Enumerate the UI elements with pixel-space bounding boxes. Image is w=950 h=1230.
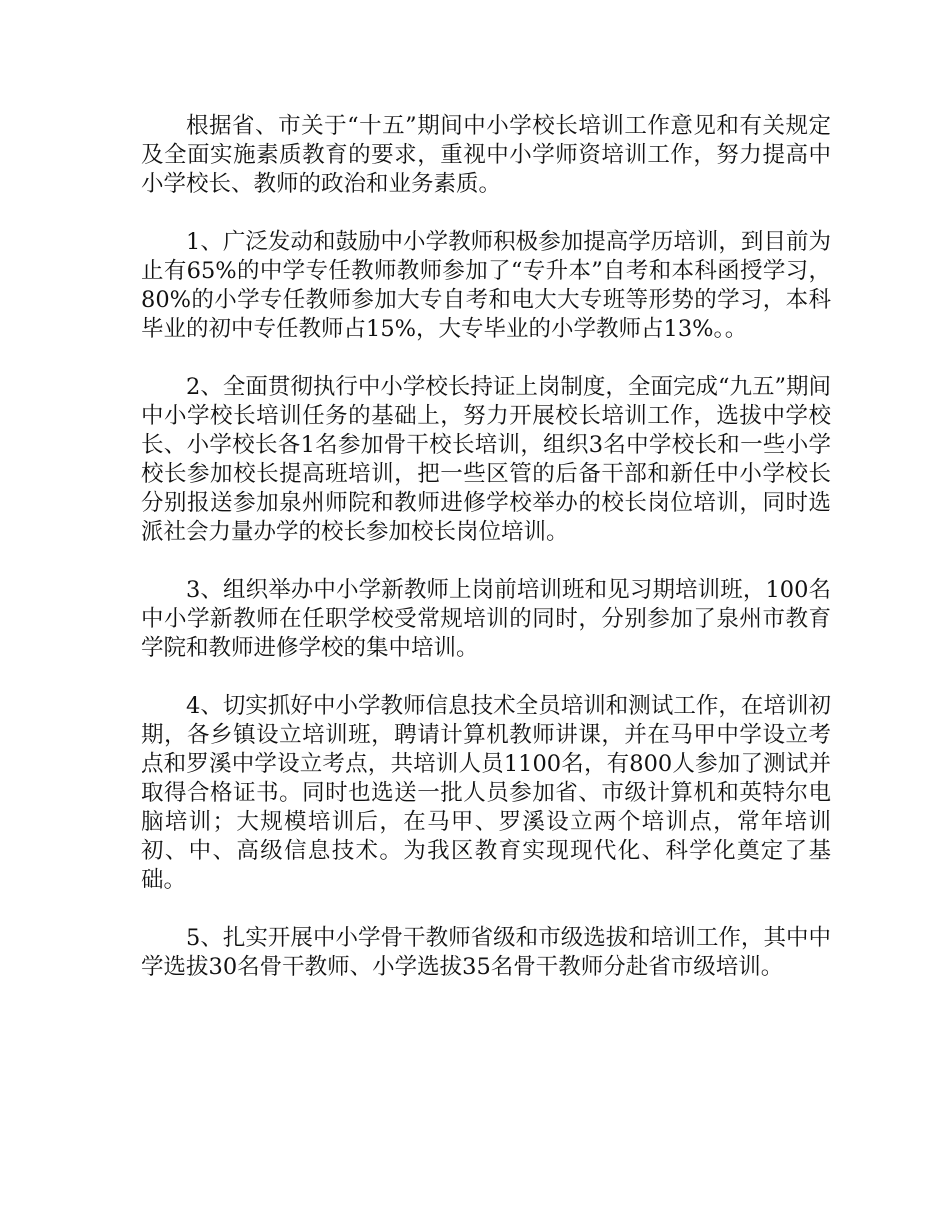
paragraph-item-4: 4、切实抓好中小学教师信息技术全员培训和测试工作，在培训初期，各乡镇设立培训班，聘请计算机教师讲课，并在马甲中学设立考点和罗溪中学设立考点，共培训人员1100名，有800人参加了测试并取得合格证书。同时也选送一批人员参加省、市级计算机和英特尔电脑培训；大规模培训后，在马甲、罗溪设立两个培训点，常年培训初、中、高级信息技术。为我区教育实现现代化、科学化奠定了基础。 bbox=[141, 693, 831, 893]
paragraph-item-3: 3、组织举办中小学新教师上岗前培训班和见习期培训班，100名中小学新教师在任职学校受常规培训的同时，分别参加了泉州市教育学院和教师进修学校的集中培训。 bbox=[141, 577, 831, 661]
document-body bbox=[141, 112, 831, 982]
paragraph-item-2: 2、全面贯彻执行中小学校长持证上岗制度，全面完成“九五”期间中小学校长培训任务的基础上，努力开展校长培训工作，选拔中学校长、小学校长各1名参加骨干校长培训，组织3名中学校长和一些小学校长参加校长提高班培训，把一些区管的后备干部和新任中小学校长分别报送参加泉州师院和教师进修学校举办的校长岗位培训，同时选派社会力量办学的校长参加校长岗位培训。 bbox=[141, 374, 831, 545]
paragraph-item-5: 5、扎实开展中小学骨干教师省级和市级选拔和培训工作，其中中学选拔30名骨干教师、小学选拔35名骨干教师分赴省市级培训。 bbox=[141, 925, 831, 980]
paragraph-intro: 根据省、市关于“十五”期间中小学校长培训工作意见和有关规定及全面实施素质教育的要求，重视中小学师资培训工作，努力提高中小学校长、教师的政治和业务素质。 bbox=[141, 113, 831, 197]
paragraph-item-1: 1、广泛发动和鼓励中小学教师积极参加提高学历培训，到目前为止有65%的中学专任教师教师参加了“专升本”自考和本科函授学习，80%的小学专任教师参加大专自考和电大大专班等形势的学习，本科毕业的初中专任教师占15%，大专毕业的小学教师占13%。。 bbox=[141, 229, 831, 342]
